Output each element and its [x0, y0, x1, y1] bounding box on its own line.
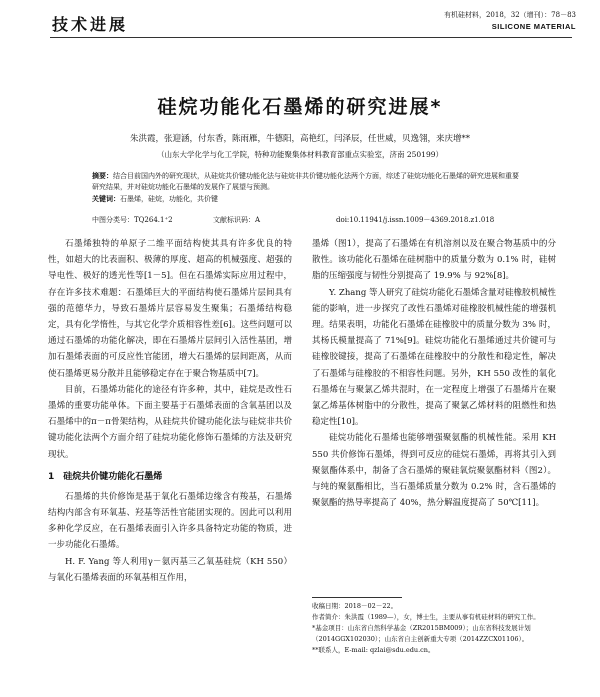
- abstract-text: 结合目前国内外的研究现状，从硅烷共价键功能化法与硅烷非共价键功能化法两个方面，综述了硅烷功能化石墨烯的研究进展和重要研究结果，并对硅烷功能化石墨烯的发展作了展望与预测。: [92, 172, 519, 191]
- affiliation: （山东大学化学与化工学院，特种功能聚集体材料教育部重点实验室，济南 250199）: [156, 150, 443, 159]
- section-heading: 1 硅烷共价键功能化石墨烯: [48, 471, 163, 482]
- footnote-divider: [312, 597, 402, 598]
- document-code: 文献标识码：A: [213, 216, 261, 224]
- paragraph: 目前，石墨烯功能化的途径有许多种，其中，硅烷是改性石墨烯的重要功能单体。下面主要基于石墨烯表面的含氧基团以及石墨烯中的π－π骨架结构，从硅烷共价键功能化法与硅烷非共价键功能化法两个方面介绍了硅烷功能化修饰石墨烯的方法及研究现状。: [48, 384, 292, 460]
- paragraph: 硅烷功能化石墨烯也能够增强聚氨酯的机械性能。采用 KH 550 共价修饰石墨烯，得到可反应的硅烷石墨烯，再将其引入到聚氨酯体系中，制备了含石墨烯的聚硅氧烷聚氨酯材料（图2）。与纯的聚氨酯相比，当石墨烯质量分数为 0.2% 时，含石墨烯的聚氨酯的热导率提高了 40%，热分解温度提高了 50℃[11]。: [312, 433, 556, 509]
- corresponding-author: **联系人，E-mail: qzlai@sdu.edu.cn。: [312, 646, 435, 654]
- body-column-left: [48, 236, 292, 586]
- fund-info: *基金项目：山东省自然科学基金（ZR2015BM009）；山东省科技发展计划（2014GGX102030）；山东省自主创新重大专项（2014ZZCX01106）。: [312, 624, 531, 643]
- clc-number: 中图分类号：TQ264.1⁺2: [92, 216, 173, 224]
- abstract-block: [92, 170, 522, 205]
- journal-english-name: SILICONE MATERIAL: [491, 22, 576, 31]
- paragraph: H. F. Yang 等人利用γ－氨丙基三乙氧基硅烷（KH 550）与氧化石墨烯表面的环氧基相互作用，: [48, 556, 292, 583]
- paragraph: 石墨烯的共价修饰是基于氧化石墨烯边缘含有羧基，石墨烯结构内部含有环氧基、羟基等活性官能团实现的。因此可以利用多种化学反应，在石墨烯表面引入许多具备特定功能的物质，进一步功能化石墨烯。: [48, 491, 292, 551]
- footnotes: [312, 601, 556, 656]
- article-title: 硅烷功能化石墨烯的研究进展*: [157, 96, 443, 118]
- paragraph: Y. Zhang 等人研究了硅烷功能化石墨烯含量对硅橡胶机械性能的影响，进一步探究了改性石墨烯对硅橡胶机械性能的增强机理。结果表明，功能化石墨烯在硅橡胶中的质量分数为 3% 时，其杨氏模量提高了 71%[9]。硅烷功能化石墨烯通过共价键可与硅橡胶键接，提高了石墨烯在硅橡胶中的分散性和稳定性，解决了石墨烯与硅橡胶的不相容性问题。另外，KH 550 改性的氧化石墨烯在与聚氯乙烯共混时，在一定程度上增强了石墨烯片在聚氯乙烯基体树脂中的分散性，提高了聚氯乙烯材料的阻燃性和热稳定性[10]。: [312, 287, 556, 428]
- page-header: [0, 0, 600, 40]
- section-tag: 技术进展: [52, 15, 129, 34]
- keywords-label: 关键词：: [92, 194, 120, 203]
- author-list: 朱洪霞，张迎涵，付东香，陈雨雁，牛德阳，高艳红，闫泽辰，任世威，贝逸翎，来庆增**: [129, 134, 470, 144]
- keywords: [92, 193, 522, 205]
- author-bio: 作者简介：朱洪霞（1989—），女，博士生，主要从事有机硅材料的研究工作。: [312, 613, 540, 621]
- header-divider: [50, 37, 572, 38]
- journal-info: [444, 10, 576, 32]
- keywords-text: 石墨烯，硅烷，功能化，共价键: [120, 195, 218, 203]
- doi: doi:10.11941/j.issn.1009－4369.2018.z1.018: [336, 216, 495, 224]
- abstract-label: 摘要：: [92, 171, 113, 180]
- paragraph: 石墨烯独特的单原子二维平面结构使其具有许多优良的特性，如超大的比表面积、极薄的厚度、超高的机械强度、超强的导电性、极好的透光性等[1－5]。但在石墨烯实际应用过程中，存在许多技术难题：石墨烯巨大的平面结构使石墨烯片层间具有强的范德华力，导致石墨烯片层容易发生聚集；石墨烯结构稳定，具有化学惰性，与其它化学介质相容性差[6]。这些问题可以通过石墨烯的功能化解决，即在石墨烯片层间引入活性基团，增加石墨烯表面的可反应性官能团，增大石墨烯的层间距离，从而使石墨烯更易分散并且能够稳定存在于聚合物基质中[7]。: [48, 239, 292, 379]
- received-date: 收稿日期：2018－02－22。: [312, 602, 398, 610]
- abstract: [92, 170, 522, 193]
- paragraph: 墨烯（图1），提高了石墨烯在有机溶剂以及在聚合物基质中的分散性。该功能化石墨烯在硅树脂中的质量分数为 0.1% 时，硅树脂的压缩强度与韧性分别提高了 19.9% 与 92%[8]。: [312, 239, 556, 282]
- body-column-right: [312, 236, 556, 511]
- journal-citation: 有机硅材料，2018，32（增刊）：78－83: [443, 11, 576, 19]
